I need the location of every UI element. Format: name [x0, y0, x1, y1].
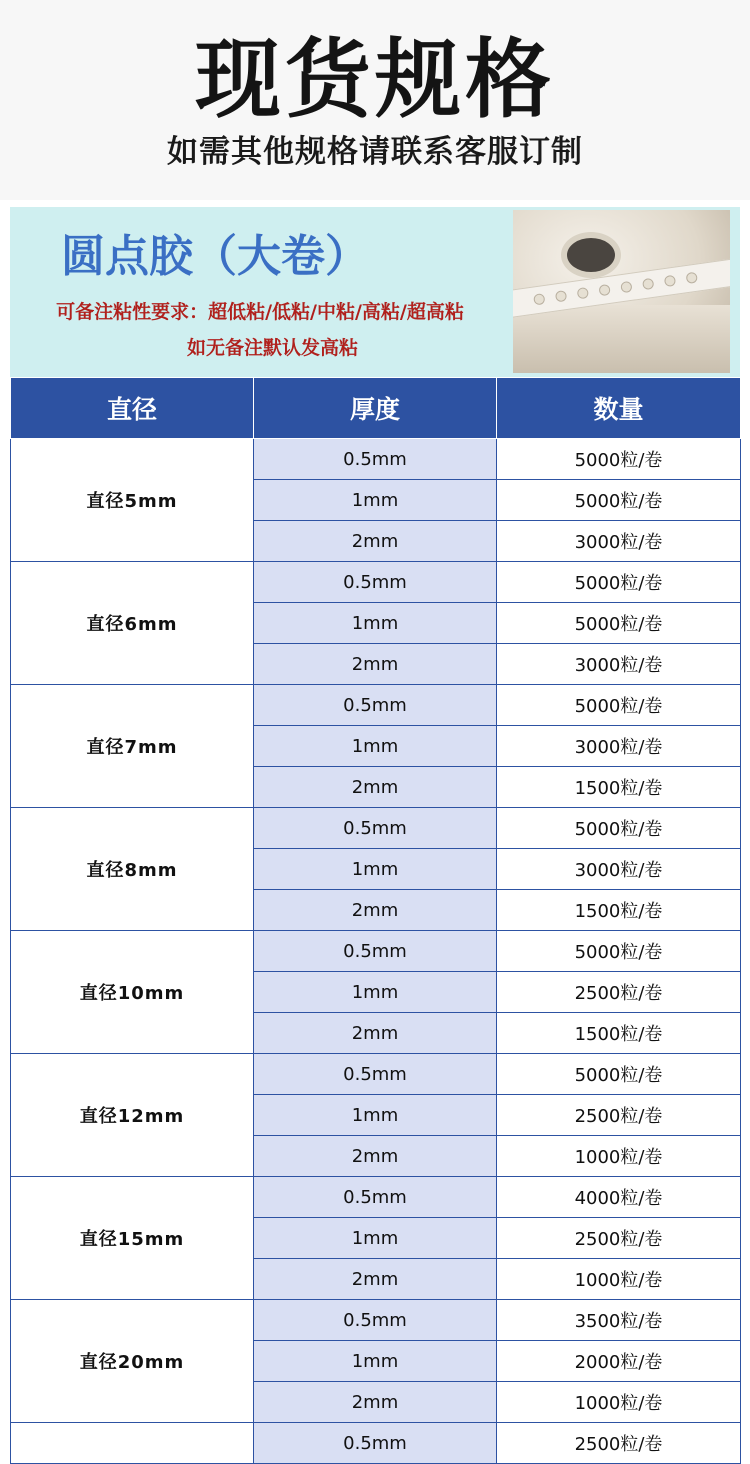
table-row	[11, 1054, 741, 1095]
diameter-cell: 直径6mm	[11, 562, 254, 685]
thickness-cell: 0.5mm	[254, 439, 497, 480]
table-row	[11, 808, 741, 849]
table-body	[11, 439, 741, 1464]
quantity-cell: 1000粒/卷	[497, 1136, 741, 1177]
thickness-cell: 1mm	[254, 1218, 497, 1259]
column-header-quantity: 数量	[497, 378, 741, 439]
adhesion-note: 可备注粘性要求：超低粘/低粘/中粘/高粘/超高粘	[56, 301, 464, 323]
thickness-cell: 2mm	[254, 1136, 497, 1177]
diameter-cell: 直径5mm	[11, 439, 254, 562]
table-row	[11, 1423, 741, 1464]
thickness-cell: 0.5mm	[254, 1054, 497, 1095]
quantity-cell: 3000粒/卷	[497, 521, 741, 562]
roll-body	[513, 305, 730, 373]
spool-core	[561, 232, 621, 278]
adhesive-dot	[642, 278, 654, 290]
diameter-cell: 直径10mm	[11, 931, 254, 1054]
table-row	[11, 931, 741, 972]
product-roll-photo	[513, 210, 730, 373]
table-row	[11, 439, 741, 480]
product-banner	[10, 207, 740, 377]
default-note: 如无备注默认发高粘	[186, 337, 358, 359]
table-header-row	[11, 378, 741, 439]
page-subtitle: 如需其他规格请联系客服订制	[167, 134, 583, 170]
thickness-cell: 2mm	[254, 1382, 497, 1423]
adhesive-dot	[686, 272, 698, 284]
diameter-cell	[11, 1423, 254, 1464]
thickness-cell: 0.5mm	[254, 931, 497, 972]
quantity-cell: 1500粒/卷	[497, 767, 741, 808]
quantity-cell: 1500粒/卷	[497, 890, 741, 931]
quantity-cell: 2500粒/卷	[497, 1218, 741, 1259]
table-row	[11, 562, 741, 603]
thickness-cell: 1mm	[254, 1095, 497, 1136]
thickness-cell: 0.5mm	[254, 1177, 497, 1218]
thickness-cell: 0.5mm	[254, 562, 497, 603]
quantity-cell: 2000粒/卷	[497, 1341, 741, 1382]
thickness-cell: 1mm	[254, 480, 497, 521]
thickness-cell: 0.5mm	[254, 685, 497, 726]
diameter-cell: 直径8mm	[11, 808, 254, 931]
quantity-cell: 5000粒/卷	[497, 808, 741, 849]
quantity-cell: 2500粒/卷	[497, 1095, 741, 1136]
adhesive-dot	[620, 281, 632, 293]
quantity-cell: 5000粒/卷	[497, 439, 741, 480]
diameter-cell: 直径12mm	[11, 1054, 254, 1177]
header	[0, 0, 750, 200]
quantity-cell: 2500粒/卷	[497, 1423, 741, 1464]
adhesive-dot	[598, 284, 610, 296]
thickness-cell: 0.5mm	[254, 1300, 497, 1341]
thickness-cell: 0.5mm	[254, 1423, 497, 1464]
thickness-cell: 2mm	[254, 1259, 497, 1300]
thickness-cell: 1mm	[254, 603, 497, 644]
thickness-cell: 2mm	[254, 1013, 497, 1054]
quantity-cell: 5000粒/卷	[497, 1054, 741, 1095]
column-header-thickness: 厚度	[254, 378, 497, 439]
thickness-cell: 2mm	[254, 890, 497, 931]
thickness-cell: 1mm	[254, 972, 497, 1013]
quantity-cell: 5000粒/卷	[497, 603, 741, 644]
quantity-cell: 1000粒/卷	[497, 1259, 741, 1300]
quantity-cell: 3000粒/卷	[497, 644, 741, 685]
thickness-cell: 1mm	[254, 849, 497, 890]
adhesive-dot	[577, 287, 589, 299]
quantity-cell: 5000粒/卷	[497, 480, 741, 521]
quantity-cell: 3000粒/卷	[497, 849, 741, 890]
quantity-cell: 3500粒/卷	[497, 1300, 741, 1341]
quantity-cell: 5000粒/卷	[497, 562, 741, 603]
spec-table	[10, 377, 741, 1464]
adhesive-dot	[533, 293, 545, 305]
table-row	[11, 1177, 741, 1218]
adhesive-dot	[664, 275, 676, 287]
thickness-cell: 2mm	[254, 767, 497, 808]
quantity-cell: 5000粒/卷	[497, 685, 741, 726]
quantity-cell: 1500粒/卷	[497, 1013, 741, 1054]
page-title: 现货规格	[195, 30, 555, 130]
column-header-diameter: 直径	[11, 378, 254, 439]
thickness-cell: 1mm	[254, 726, 497, 767]
quantity-cell: 1000粒/卷	[497, 1382, 741, 1423]
thickness-cell: 2mm	[254, 521, 497, 562]
table-row	[11, 685, 741, 726]
table-row	[11, 1300, 741, 1341]
diameter-cell: 直径15mm	[11, 1177, 254, 1300]
diameter-cell: 直径7mm	[11, 685, 254, 808]
quantity-cell: 3000粒/卷	[497, 726, 741, 767]
diameter-cell: 直径20mm	[11, 1300, 254, 1423]
thickness-cell: 1mm	[254, 1341, 497, 1382]
quantity-cell: 4000粒/卷	[497, 1177, 741, 1218]
product-name: 圆点胶（大卷）	[61, 231, 369, 282]
quantity-cell: 5000粒/卷	[497, 931, 741, 972]
quantity-cell: 2500粒/卷	[497, 972, 741, 1013]
thickness-cell: 2mm	[254, 644, 497, 685]
adhesive-dot	[555, 290, 567, 302]
thickness-cell: 0.5mm	[254, 808, 497, 849]
